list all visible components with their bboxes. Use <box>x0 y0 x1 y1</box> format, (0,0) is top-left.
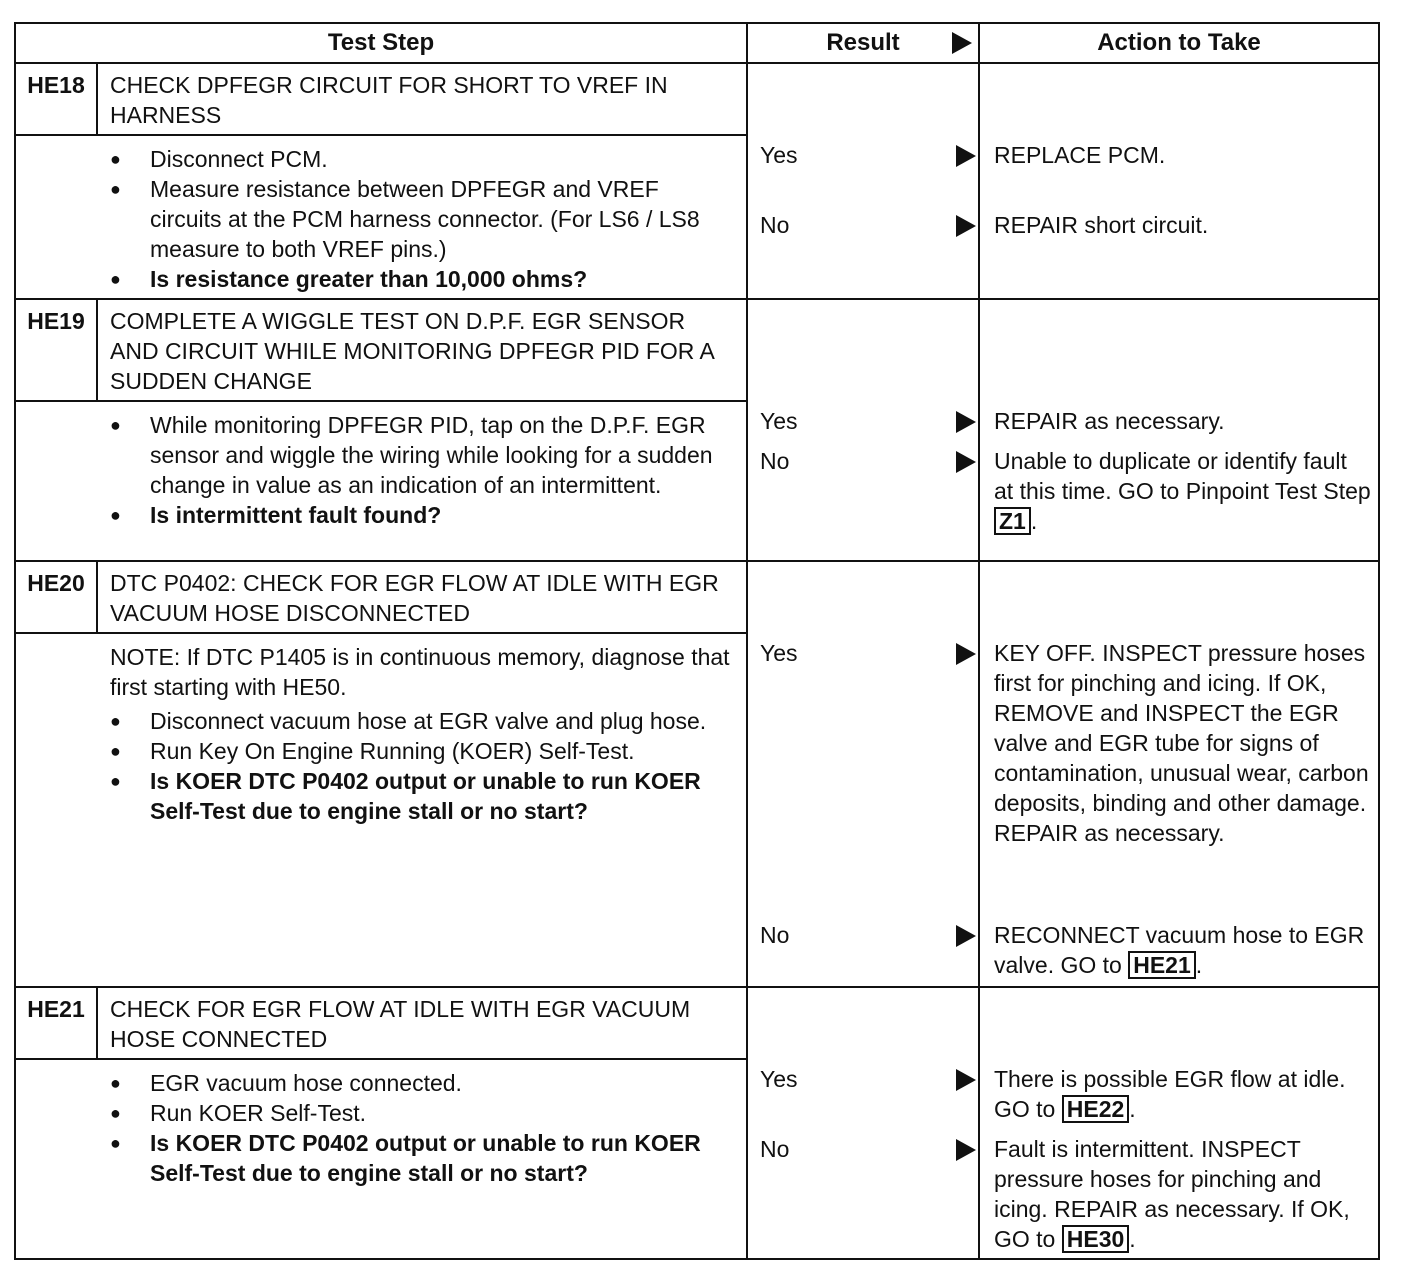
result-label: No <box>760 212 790 238</box>
header-action: Action to Take <box>979 23 1379 63</box>
diagnostic-table-page <box>14 22 1378 1260</box>
step-reference[interactable]: HE21 <box>1128 951 1196 979</box>
action-text-tail: . <box>1030 508 1038 534</box>
arrow-right-icon <box>956 1069 976 1091</box>
action-cell <box>979 299 1379 561</box>
bullet-item: ● EGR vacuum hose connected. <box>110 1068 732 1098</box>
step-id: HE21 <box>15 987 97 1059</box>
bullet-item: ● Run KOER Self-Test. <box>110 1098 732 1128</box>
step-reference[interactable]: HE30 <box>1062 1225 1130 1253</box>
bullet-question: ● Is KOER DTC P0402 output or unable to run KOER Self-Test due to engine stall or no start? <box>110 1128 732 1188</box>
action-text-body: There is possible EGR flow at idle. GO to <box>994 1066 1346 1122</box>
result-cell <box>747 561 979 987</box>
result-yes <box>760 142 798 169</box>
step-bullets <box>110 144 732 294</box>
action-text-tail: . <box>1129 1226 1136 1252</box>
step-title: CHECK FOR EGR FLOW AT IDLE WITH EGR VACUUM HOSE CONNECTED <box>97 987 747 1059</box>
table-header <box>15 23 1379 63</box>
step-body <box>15 401 747 561</box>
arrow-right-icon <box>956 411 976 433</box>
action-text-body: Fault is intermittent. INSPECT pressure hoses for pinching and icing. REPAIR as necessary. If OK, GO to <box>994 1136 1350 1252</box>
action-text-body: RECONNECT vacuum hose to EGR valve. GO to <box>994 922 1365 978</box>
result-cell <box>747 63 979 299</box>
step-body <box>15 135 747 299</box>
result-no <box>760 922 789 949</box>
step-title: COMPLETE A WIGGLE TEST ON D.P.F. EGR SENSOR AND CIRCUIT WHILE MONITORING DPFEGR PID FOR A SUDDEN CHANGE <box>97 299 747 401</box>
header-test-step: Test Step <box>15 23 747 63</box>
action-text: KEY OFF. INSPECT pressure hoses first for pinching and icing. If OK, REMOVE and INSPECT the EGR valve and EGR tube for signs of contamination, unusual wear, carbon deposits, binding and other damage. REPAIR as necessary. <box>994 640 1369 846</box>
header-result <box>747 23 979 63</box>
action-text <box>994 1064 1372 1124</box>
result-yes <box>760 408 798 435</box>
bullet-question: ● Is intermittent fault found? <box>110 500 732 530</box>
arrow-right-icon <box>956 1139 976 1161</box>
bullet-question: ● Is resistance greater than 10,000 ohms? <box>110 264 732 294</box>
action-text: REPAIR short circuit. <box>994 212 1209 238</box>
result-cell <box>747 987 979 1259</box>
action-text: REPLACE PCM. <box>994 142 1166 168</box>
bullet-question: ● Is KOER DTC P0402 output or unable to run KOER Self-Test due to engine stall or no start? <box>110 766 732 826</box>
step-note: NOTE: If DTC P1405 is in continuous memory, diagnose that first starting with HE50. <box>110 644 730 700</box>
result-label: No <box>760 922 790 948</box>
pinpoint-test-table <box>14 22 1380 1260</box>
step-body <box>15 1059 747 1259</box>
result-no <box>760 448 789 475</box>
step-bullets <box>110 1068 732 1188</box>
bullet-item: ● Measure resistance between DPFEGR and VREF circuits at the PCM harness connector. (For LS6 / LS8 measure to both VREF pins.) <box>110 174 732 264</box>
result-label: Yes <box>760 1066 798 1092</box>
result-no <box>760 212 789 239</box>
action-text <box>994 920 1372 980</box>
result-label: Yes <box>760 640 798 666</box>
step-id: HE20 <box>15 561 97 633</box>
step-title: DTC P0402: CHECK FOR EGR FLOW AT IDLE WITH EGR VACUUM HOSE DISCONNECTED <box>97 561 747 633</box>
step-title-row <box>15 987 1379 1059</box>
step-reference[interactable]: HE22 <box>1062 1095 1130 1123</box>
bullet-item: ● Run Key On Engine Running (KOER) Self-Test. <box>110 736 732 766</box>
step-bullets <box>110 706 732 826</box>
action-text: REPAIR as necessary. <box>994 408 1225 434</box>
arrow-right-icon <box>956 925 976 947</box>
arrow-right-icon <box>956 145 976 167</box>
step-bullets <box>110 410 732 530</box>
step-title-row <box>15 63 1379 135</box>
bullet-item: ● Disconnect PCM. <box>110 144 732 174</box>
result-yes <box>760 1066 798 1093</box>
result-yes <box>760 640 798 667</box>
result-label: Yes <box>760 142 798 168</box>
arrow-right-icon <box>956 215 976 237</box>
action-text <box>994 1134 1372 1254</box>
result-label: No <box>760 448 790 474</box>
step-body <box>15 633 747 987</box>
action-text-tail: . <box>1129 1096 1136 1122</box>
action-text-body: Unable to duplicate or identify fault at this time. GO to Pinpoint Test Step <box>994 448 1371 504</box>
bullet-item: ● While monitoring DPFEGR PID, tap on the D.P.F. EGR sensor and wiggle the wiring while looking for a sudden change in value as an indication of an intermittent. <box>110 410 732 500</box>
action-text <box>994 446 1372 536</box>
action-text-tail: . <box>1195 952 1203 978</box>
step-title-row <box>15 299 1379 401</box>
step-id: HE19 <box>15 299 97 401</box>
result-label: No <box>760 1136 790 1162</box>
bullet-item: ● Disconnect vacuum hose at EGR valve and plug hose. <box>110 706 732 736</box>
result-label: Yes <box>760 408 798 434</box>
step-id: HE18 <box>15 63 97 135</box>
step-reference[interactable]: Z1 <box>994 507 1031 535</box>
result-cell <box>747 299 979 561</box>
header-result-label: Result <box>826 29 900 56</box>
arrow-right-icon <box>956 643 976 665</box>
step-title-row <box>15 561 1379 633</box>
action-cell <box>979 561 1379 987</box>
arrow-right-icon <box>952 32 972 54</box>
result-no <box>760 1136 789 1163</box>
action-cell <box>979 987 1379 1259</box>
arrow-right-icon <box>956 451 976 473</box>
step-title: CHECK DPFEGR CIRCUIT FOR SHORT TO VREF IN HARNESS <box>97 63 747 135</box>
action-cell <box>979 63 1379 299</box>
